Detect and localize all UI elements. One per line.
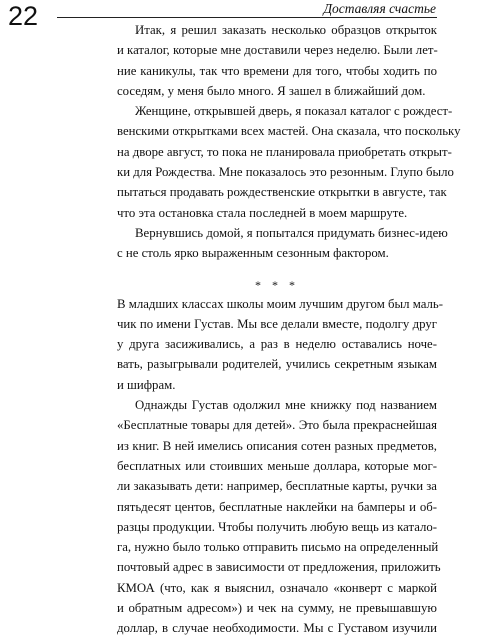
paragraph-2 [117, 101, 461, 223]
line: ки для Рождества. Мне показалось это резонным. Глупо было [117, 165, 454, 180]
line: Вернувшись домой, я попытался придумать бизнес-идею [135, 225, 448, 240]
line: чик по имени Густав. Мы все делали вместе, подолгу друг [117, 316, 437, 331]
line: пятьдесят центов, бесплатные наклейки на бамперы и об- [117, 499, 437, 514]
line: ли заказывать дети: например, бесплатные карты, ручки за [117, 479, 437, 494]
line: венскими открытками всех мастей. Она сказала, что поскольку [117, 124, 461, 139]
line: Итак, я решил заказать несколько образцов открыток [135, 23, 437, 37]
line: «Бесплатные товары для детей». Это была прекраснейшая [117, 418, 437, 433]
line: КМОА (что, как я выяснил, означало «конверт с маркой [117, 580, 437, 595]
line: почтовый адрес в зависимости от предложения, приложить [117, 560, 441, 575]
line: и каталог, которые мне доставили через неделю. Были лет- [117, 43, 438, 58]
line: разцы продукции. Чтобы получить любую вещь из катало- [117, 519, 438, 534]
header-rule [57, 17, 437, 18]
page-number: 22 [8, 1, 39, 31]
line: пытаться продавать рождественские открытки в августе, так [117, 185, 447, 200]
line: у друга засиживались, а раз в неделю оставались ночe- [117, 337, 437, 352]
line: вать, разыгрывали родителей, учились секретным языкам [117, 357, 437, 372]
line: что эта остановка стала последней в моем маршруте. [117, 205, 408, 220]
paragraph-3 [117, 223, 448, 264]
line: га, нужно было только отправить письмо на определенный [117, 540, 439, 555]
line: соседям, у меня было много. Я зашел в ближайший дом. [117, 83, 426, 98]
line: из книг. В ней имелись описания сотен разных предметов, [117, 438, 437, 453]
section-separator: * * * [255, 277, 299, 292]
line: Женщине, открывшей дверь, я показал каталог с рождест- [135, 104, 453, 119]
line: на дворе август, то пока не планировала приобретать открыт- [117, 144, 452, 159]
paragraph-4 [117, 294, 443, 395]
line: бесплатных или стоивших меньше доллара, которые мог- [117, 458, 437, 473]
line: ние каникулы, так что времени для того, чтобы ходить по [117, 63, 437, 78]
line: с не столь ярко выраженным сезонным фактором. [117, 246, 389, 261]
paragraph-1 [117, 20, 437, 101]
line: доллар, в случае необходимости. Мы с Густавом изучили [117, 621, 437, 636]
running-title: Доставляя счастье [323, 1, 436, 16]
line: В младших классах школы моим лучшим другом был маль- [117, 296, 443, 311]
line: и шифрам. [117, 377, 176, 392]
body-text [117, 20, 461, 639]
line: и обратным адресом») и чек на сумму, не превышавшую [117, 601, 437, 616]
paragraph-5 [117, 395, 441, 639]
line: Однажды Густав одолжил мне книжку под названием [135, 398, 437, 413]
